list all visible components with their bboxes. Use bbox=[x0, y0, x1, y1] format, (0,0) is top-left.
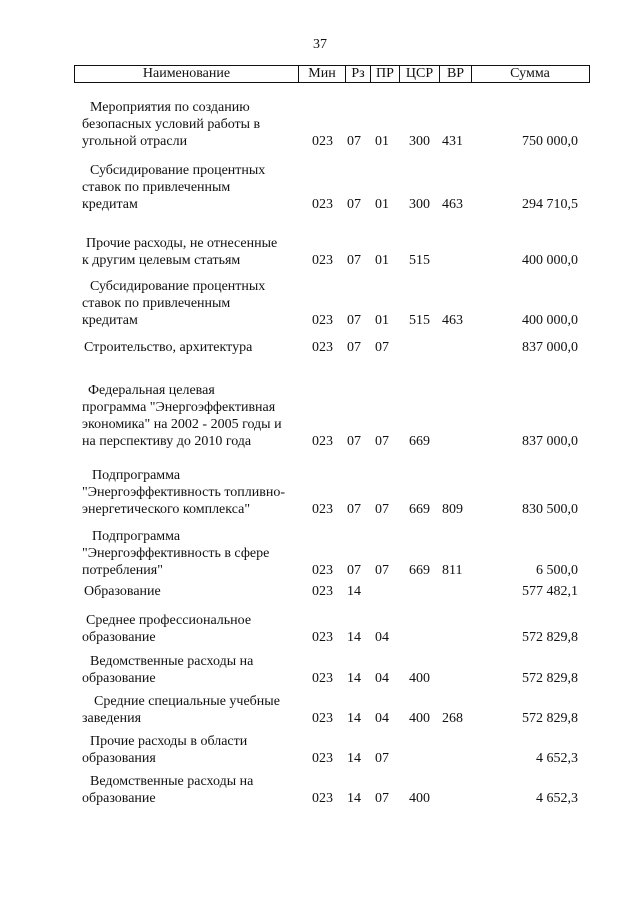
row-name-line: безопасных условий работы в bbox=[82, 117, 261, 132]
row-sum: 400 000,0 bbox=[522, 253, 578, 268]
header-name: Наименование bbox=[142, 66, 231, 81]
row-name bbox=[82, 583, 307, 600]
row-name-line: кредитам bbox=[82, 197, 138, 212]
row-vr: 431 bbox=[442, 134, 463, 149]
row-name bbox=[82, 339, 307, 356]
row-name-line: экономика" на 2002 - 2005 годы и bbox=[82, 417, 282, 432]
header-min: Мин bbox=[298, 66, 345, 82]
row-csr: 515 bbox=[409, 313, 430, 328]
row-min: 023 bbox=[312, 502, 333, 517]
row-rz: 14 bbox=[347, 751, 361, 766]
row-pr: 07 bbox=[375, 434, 389, 449]
row-pr: 04 bbox=[375, 630, 389, 645]
row-pr: 07 bbox=[375, 502, 389, 517]
row-name-line: Ведомственные расходы на bbox=[90, 774, 254, 789]
row-sum: 6 500,0 bbox=[536, 563, 578, 578]
row-pr: 04 bbox=[375, 711, 389, 726]
row-pr: 07 bbox=[375, 791, 389, 806]
row-name-line: Субсидирование процентных bbox=[90, 279, 266, 294]
row-rz: 07 bbox=[347, 197, 361, 212]
row-name-line: Федеральная целевая bbox=[88, 383, 215, 398]
row-pr: 01 bbox=[375, 313, 389, 328]
row-min: 023 bbox=[312, 711, 333, 726]
row-sum: 4 652,3 bbox=[536, 751, 578, 766]
row-vr: 463 bbox=[442, 313, 463, 328]
row-sum: 837 000,0 bbox=[522, 434, 578, 449]
row-sum: 572 829,8 bbox=[522, 671, 578, 686]
row-name bbox=[82, 612, 307, 646]
row-name-line: Прочие расходы, не отнесенные bbox=[86, 236, 278, 251]
row-rz: 14 bbox=[347, 791, 361, 806]
row-name bbox=[82, 773, 307, 807]
row-name-line: ставок по привлеченным bbox=[82, 180, 231, 195]
row-rz: 07 bbox=[347, 434, 361, 449]
row-name bbox=[82, 278, 307, 329]
row-name-line: Прочие расходы в области bbox=[90, 734, 248, 749]
row-name-line: кредитам bbox=[82, 313, 138, 328]
row-pr: 07 bbox=[375, 563, 389, 578]
row-min: 023 bbox=[312, 751, 333, 766]
header-sum: Сумма bbox=[471, 66, 588, 82]
row-name-line: программа "Энергоэффективная bbox=[82, 400, 276, 415]
row-name-line: образование bbox=[82, 671, 156, 686]
row-vr: 268 bbox=[442, 711, 463, 726]
row-rz: 14 bbox=[347, 584, 361, 599]
row-name bbox=[82, 235, 307, 269]
row-csr: 669 bbox=[409, 434, 430, 449]
row-min: 023 bbox=[312, 134, 333, 149]
row-min: 023 bbox=[312, 197, 333, 212]
row-rz: 07 bbox=[347, 313, 361, 328]
row-name-line: потребления" bbox=[82, 563, 163, 578]
row-name bbox=[82, 99, 307, 150]
page-number: 37 bbox=[313, 37, 327, 52]
row-csr: 300 bbox=[409, 197, 430, 212]
row-sum: 400 000,0 bbox=[522, 313, 578, 328]
row-name-line: к другим целевым статьям bbox=[82, 253, 241, 268]
row-pr: 07 bbox=[375, 751, 389, 766]
row-name-line: Подпрограмма bbox=[92, 529, 181, 544]
row-min: 023 bbox=[312, 313, 333, 328]
row-sum: 750 000,0 bbox=[522, 134, 578, 149]
row-csr: 400 bbox=[409, 671, 430, 686]
row-vr: 463 bbox=[442, 197, 463, 212]
header-pr: ПР bbox=[370, 66, 399, 82]
row-name bbox=[82, 693, 307, 727]
row-rz: 07 bbox=[347, 340, 361, 355]
row-csr: 669 bbox=[409, 563, 430, 578]
row-min: 023 bbox=[312, 253, 333, 268]
row-sum: 294 710,5 bbox=[522, 197, 578, 212]
row-rz: 07 bbox=[347, 502, 361, 517]
row-pr: 04 bbox=[375, 671, 389, 686]
row-min: 023 bbox=[312, 671, 333, 686]
row-name-line: ставок по привлеченным bbox=[82, 296, 231, 311]
row-min: 023 bbox=[312, 563, 333, 578]
row-csr: 300 bbox=[409, 134, 430, 149]
row-sum: 572 829,8 bbox=[522, 711, 578, 726]
row-name-line: образование bbox=[82, 791, 156, 806]
row-name-line: на перспективу до 2010 года bbox=[82, 434, 252, 449]
row-name bbox=[82, 162, 307, 213]
header-csr: ЦСР bbox=[399, 66, 439, 82]
row-min: 023 bbox=[312, 434, 333, 449]
row-name-line: Мероприятия по созданию bbox=[90, 100, 250, 115]
row-name-line: Ведомственные расходы на bbox=[90, 654, 254, 669]
table-header bbox=[74, 65, 590, 83]
row-rz: 07 bbox=[347, 563, 361, 578]
row-pr: 01 bbox=[375, 253, 389, 268]
row-name-line: Субсидирование процентных bbox=[90, 163, 266, 178]
row-name-line: Строительство, архитектура bbox=[84, 340, 253, 355]
row-name-line: Образование bbox=[84, 584, 161, 599]
row-csr: 669 bbox=[409, 502, 430, 517]
row-rz: 14 bbox=[347, 671, 361, 686]
header-vr: ВР bbox=[439, 66, 471, 82]
row-csr: 400 bbox=[409, 711, 430, 726]
row-name bbox=[82, 467, 307, 518]
row-pr: 01 bbox=[375, 134, 389, 149]
row-name bbox=[82, 733, 307, 767]
row-pr: 07 bbox=[375, 340, 389, 355]
row-rz: 07 bbox=[347, 134, 361, 149]
row-name-line: Среднее профессиональное bbox=[86, 613, 252, 628]
row-name-line: энергетического комплекса" bbox=[82, 502, 251, 517]
row-name-line: заведения bbox=[82, 711, 142, 726]
row-sum: 837 000,0 bbox=[522, 340, 578, 355]
row-name-line: Подпрограмма bbox=[92, 468, 181, 483]
row-pr: 01 bbox=[375, 197, 389, 212]
row-min: 023 bbox=[312, 584, 333, 599]
row-csr: 400 bbox=[409, 791, 430, 806]
row-name-line: "Энергоэффективность в сфере bbox=[82, 546, 270, 561]
row-name bbox=[82, 653, 307, 687]
header-rz: Рз bbox=[345, 66, 370, 82]
row-vr: 809 bbox=[442, 502, 463, 517]
row-rz: 14 bbox=[347, 711, 361, 726]
row-vr: 811 bbox=[442, 563, 463, 578]
row-name-line: "Энергоэффективность топливно- bbox=[82, 485, 285, 500]
row-csr: 515 bbox=[409, 253, 430, 268]
row-name bbox=[82, 382, 307, 450]
row-sum: 577 482,1 bbox=[522, 584, 578, 599]
row-min: 023 bbox=[312, 340, 333, 355]
row-sum: 830 500,0 bbox=[522, 502, 578, 517]
row-name bbox=[82, 528, 307, 579]
row-name-line: образование bbox=[82, 630, 156, 645]
row-sum: 572 829,8 bbox=[522, 630, 578, 645]
row-sum: 4 652,3 bbox=[536, 791, 578, 806]
row-name-line: угольной отрасли bbox=[82, 134, 188, 149]
row-min: 023 bbox=[312, 630, 333, 645]
row-name-line: образования bbox=[82, 751, 156, 766]
row-name-line: Средние специальные учебные bbox=[94, 694, 280, 709]
row-rz: 14 bbox=[347, 630, 361, 645]
row-rz: 07 bbox=[347, 253, 361, 268]
row-min: 023 bbox=[312, 791, 333, 806]
